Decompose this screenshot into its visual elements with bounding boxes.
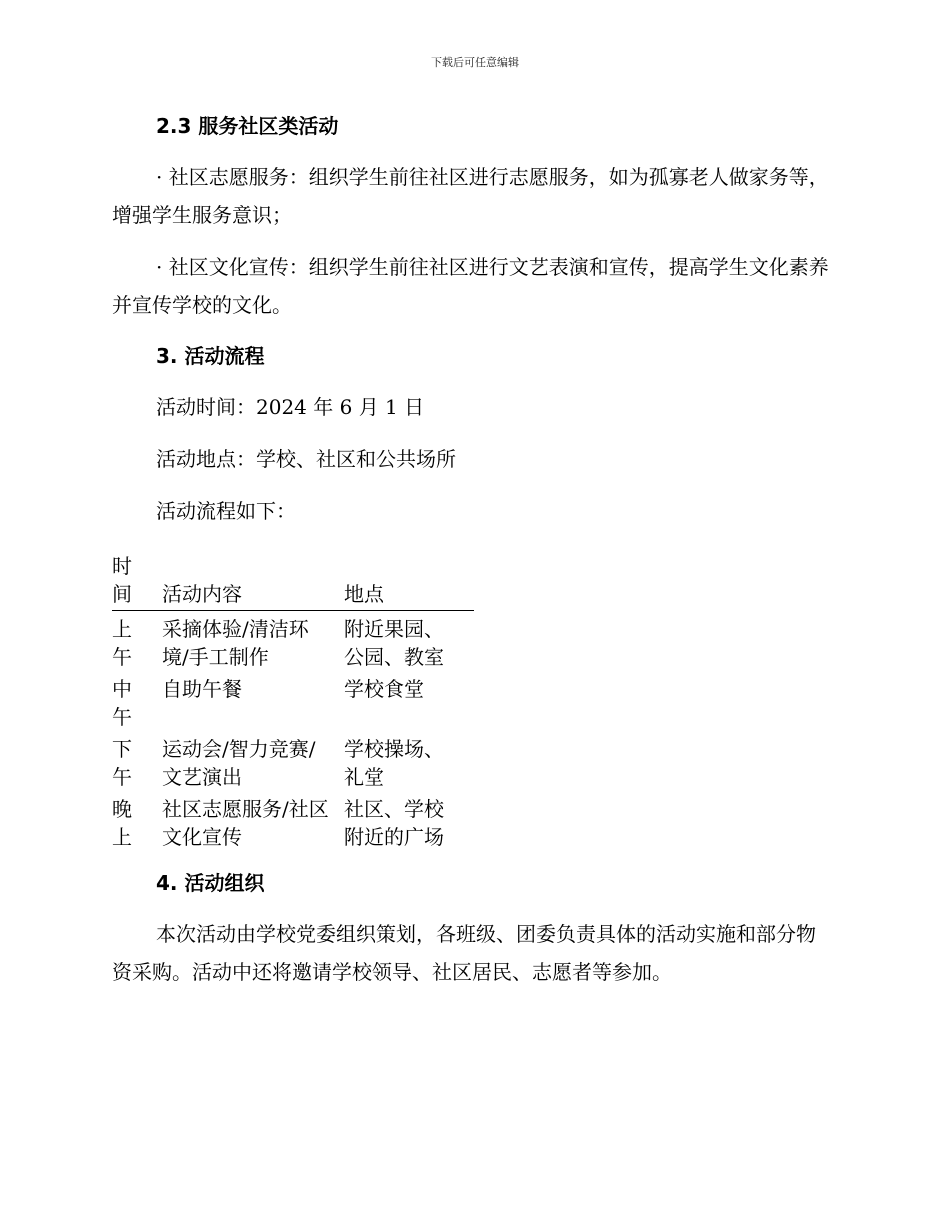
header-location: 地点 <box>344 552 474 611</box>
schedule-table <box>112 552 474 851</box>
row-location: 学校食堂 <box>344 677 424 701</box>
table-header-row <box>112 552 474 611</box>
row-time: 中午 <box>112 677 132 729</box>
row-time: 晚上 <box>112 797 132 849</box>
table-row <box>112 791 474 851</box>
row-time: 上午 <box>112 617 132 669</box>
document-body <box>112 108 832 991</box>
community-culture-item: · 社区文化宣传：组织学生前往社区进行文艺表演和宣传，提高学生文化素养并宣传学校的文化。 <box>112 255 829 317</box>
section-4-title: 4. 活动组织 <box>156 871 265 895</box>
activity-place: 活动地点：学校、社区和公共场所 <box>156 447 456 471</box>
row-activity: 自助午餐 <box>162 677 242 701</box>
schedule-intro: 活动流程如下： <box>156 499 296 523</box>
row-time: 下午 <box>112 737 132 789</box>
table-row <box>112 611 474 672</box>
row-activity: 运动会/智力竞赛/文艺演出 <box>162 737 316 789</box>
header-time: 时间 <box>112 552 162 611</box>
row-location: 附近果园、公园、教室 <box>344 617 444 669</box>
organization-body: 本次活动由学校党委组织策划，各班级、团委负责具体的活动实施和部分物资采购。活动中还将邀请学校领导、社区居民、志愿者等参加。 <box>112 922 816 984</box>
row-location: 学校操场、礼堂 <box>344 737 444 789</box>
row-activity: 采摘体验/清洁环境/手工制作 <box>162 617 309 669</box>
table-row <box>112 671 474 731</box>
page-header: 下载后可任意编辑 <box>431 56 519 69</box>
row-location: 社区、学校附近的广场 <box>344 797 444 849</box>
community-volunteer-item: · 社区志愿服务：组织学生前往社区进行志愿服务，如为孤寡老人做家务等，增强学生服务意识； <box>112 165 829 227</box>
section-2-3-title: 2.3 服务社区类活动 <box>156 114 339 138</box>
table-row <box>112 731 474 791</box>
activity-time: 活动时间：2024 年 6 月 1 日 <box>156 395 425 419</box>
section-3-title: 3. 活动流程 <box>156 344 265 368</box>
row-activity: 社区志愿服务/社区文化宣传 <box>162 797 329 849</box>
header-activity: 活动内容 <box>162 552 344 611</box>
